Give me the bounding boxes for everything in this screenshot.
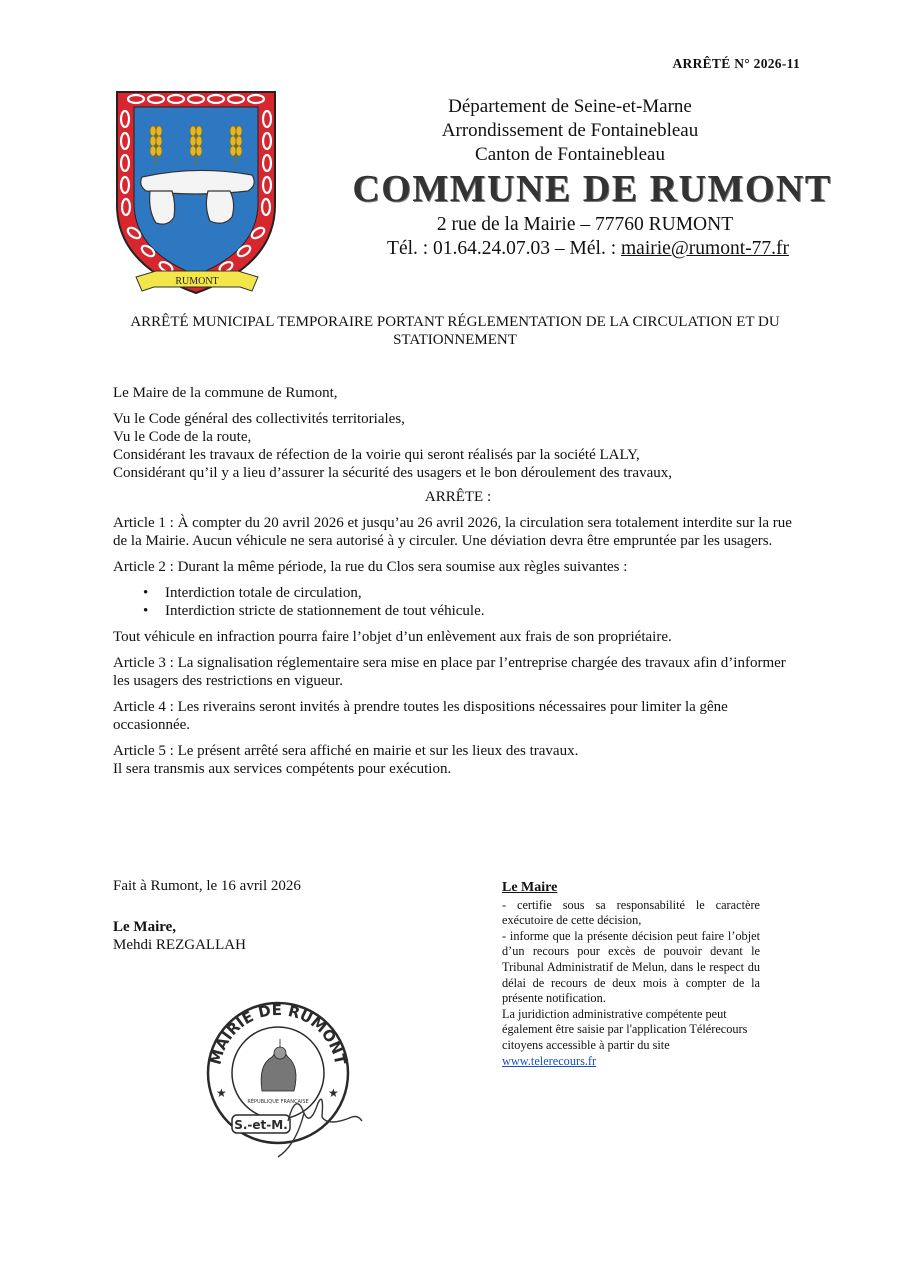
crest-banner-text: RUMONT (175, 276, 219, 287)
consideration-line: Vu le Code général des collectivités territoriales, (113, 411, 405, 427)
address-line: 2 rue de la Mairie – 77760 RUMONT (436, 214, 734, 235)
appeal-notice (502, 880, 760, 1069)
list-item: • Interdiction totale de circulation, (165, 584, 803, 602)
article-2-list (113, 584, 803, 620)
document-title: ARRÊTÉ MUNICIPAL TEMPORAIRE PORTANT RÉGLEMENTATION DE LA CIRCULATION ET DU STATIONNEMENT (130, 314, 780, 348)
commune-name: COMMUNE DE RUMONT (352, 168, 832, 210)
appeal-line-telerecours: La juridiction administrative compétente peut également être saisie par l'application Télérecours citoyens accessible à partir du site (502, 1006, 748, 1052)
arrondissement-line: Arrondissement de Fontainebleau (441, 120, 699, 141)
intro-paragraph: Le Maire de la commune de Rumont, (113, 385, 338, 401)
enforcement-paragraph: Tout véhicule en infraction pourra faire l’objet d’un enlèvement aux frais de son propriétaire. (113, 629, 672, 645)
article-3: Article 3 : La signalisation réglementaire sera mise en place par l’entreprise chargée des travaux afin d’informer les usagers des restrictions en vigueur. (113, 655, 786, 689)
article-5-continuation: Il sera transmis aux services compétents pour exécution. (113, 761, 452, 777)
canton-line: Canton de Fontainebleau (475, 144, 665, 165)
department-line: Département de Seine-et-Marne (448, 96, 692, 117)
list-item: • Interdiction stricte de stationnement de tout véhicule. (165, 602, 803, 620)
article-1: Article 1 : À compter du 20 avril 2026 et jusqu’au 26 avril 2026, la circulation sera totalement interdite sur la rue de la Mairie. Aucun véhicule ne sera autorisé à y circuler. Une déviation devra être empruntée par les usagers. (113, 515, 792, 549)
consideration-line: Considérant les travaux de réfection de la voirie qui seront réalisés par la société LALY, (113, 447, 640, 463)
seal-top-text: MAIRIE DE RUMONT (206, 1000, 350, 1067)
email-link[interactable]: mairie@rumont-77.fr (621, 238, 789, 259)
phone-text: Tél. : 01.64.24.07.03 – Mél. : (387, 238, 622, 259)
header-block (410, 95, 730, 167)
decree-heading: ARRÊTE : (424, 489, 492, 505)
document-body (113, 384, 803, 778)
appeal-line-certify: - certifie sous sa responsabilité le caractère exécutoire de cette décision, (502, 897, 760, 928)
contact-line (368, 236, 808, 262)
article-5: Article 5 : Le présent arrêté sera affiché en mairie et sur les lieux des travaux. (113, 743, 579, 759)
mayor-name: Mehdi REZGALLAH (113, 937, 246, 953)
telerecours-link[interactable]: www.telerecours.fr (502, 1053, 597, 1068)
mayor-title: Le Maire, (113, 919, 177, 935)
consideration-line: Vu le Code de la route, (113, 429, 252, 445)
star-icon: ★ (216, 1086, 227, 1100)
seal-bottom-text: S.-et-M. (234, 1118, 288, 1132)
seal-middle-text: RÉPUBLIQUE FRANÇAISE (247, 1099, 309, 1105)
appeal-heading: Le Maire (502, 880, 558, 895)
mairie-seal-stamp (192, 995, 372, 1160)
article-2: Article 2 : Durant la même période, la rue du Clos sera soumise aux règles suivantes : (113, 559, 628, 575)
consideration-line: Considérant qu’il y a lieu d’assurer la sécurité des usagers et le bon déroulement des travaux, (113, 465, 672, 481)
marianne-figure-icon (261, 1039, 296, 1091)
arrete-number: ARRÊTÉ N° 2026-11 (672, 56, 800, 71)
place-date: Fait à Rumont, le 16 avril 2026 (113, 878, 301, 894)
article-4: Article 4 : Les riverains seront invités à prendre toutes les dispositions nécessaires pour limiter la gêne occasionnée. (113, 699, 728, 733)
appeal-line-inform: - informe que la présente décision peut faire l’objet d’un recours pour excès de pouvoir devant le Tribunal Administratif de Melun, dans le respect du délai de recours de deux mois à compter de la présente notification. (502, 928, 760, 1006)
star-icon: ★ (328, 1086, 339, 1100)
commune-crest-logo (112, 87, 282, 299)
